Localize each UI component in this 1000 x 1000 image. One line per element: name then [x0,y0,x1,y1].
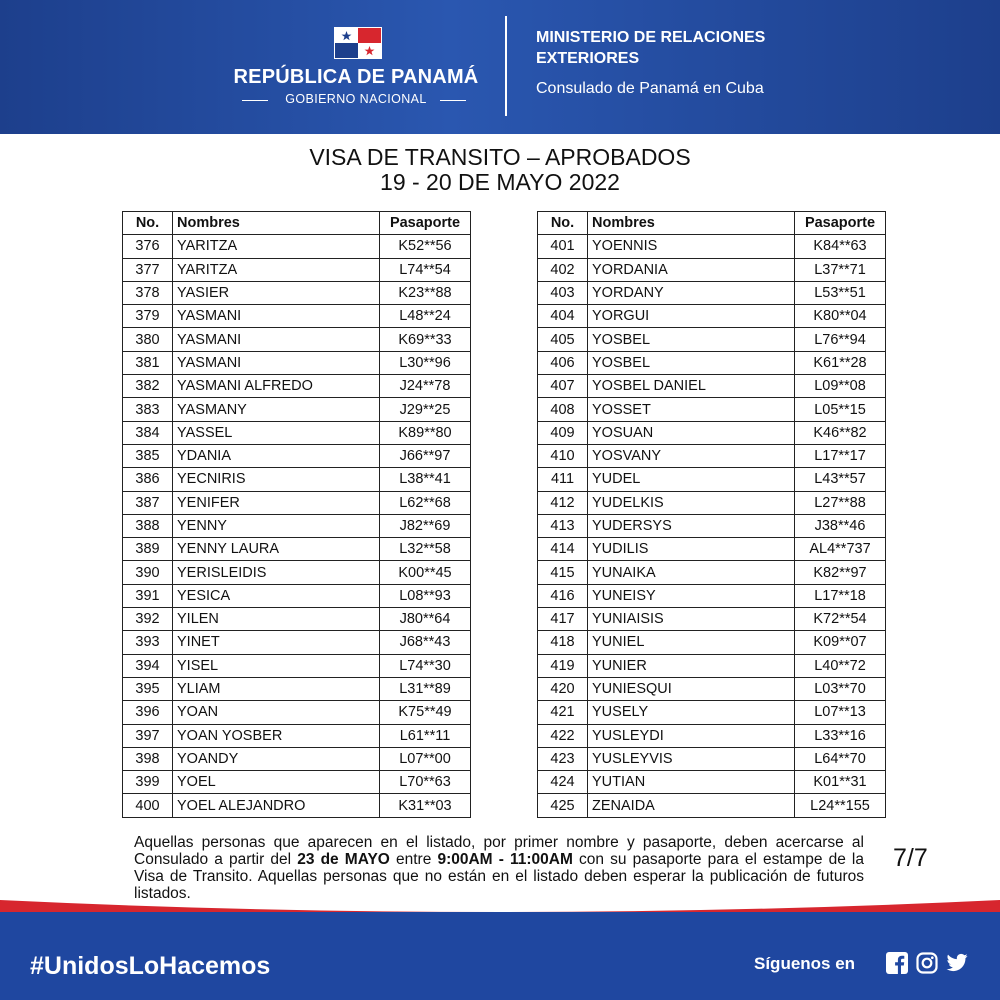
table-row [123,561,471,584]
table-body-left [123,235,471,817]
table-row [123,468,471,491]
cell-number: 384 [123,421,173,444]
table-row [538,281,886,304]
note-date: 23 de MAYO [297,851,390,868]
cell-number: 422 [538,724,588,747]
cell-passport: L61**11 [380,724,471,747]
cell-name: YOSBEL [588,328,795,351]
cell-passport: K69**33 [380,328,471,351]
cell-name: YUDELKIS [588,491,795,514]
cell-number: 376 [123,235,173,258]
col-header-name: Nombres [173,212,380,235]
cell-name: YUNEISY [588,584,795,607]
cell-name: YOSVANY [588,444,795,467]
cell-number: 413 [538,514,588,537]
cell-name: YENNY [173,514,380,537]
title-dates: 19 - 20 DE MAYO 2022 [380,169,620,195]
cell-name: YUNIEL [588,631,795,654]
table-row [123,351,471,374]
table-row [538,305,886,328]
cell-passport: L30**96 [380,351,471,374]
table-row [123,538,471,561]
cell-number: 377 [123,258,173,281]
cell-passport: L62**68 [380,491,471,514]
note-text: con su pasaporte para el estampe de la Visa de Transito. Aquellas personas que no están en el listado deben esperar la publicación de futuros listados. [134,851,864,902]
panama-flag-icon [334,27,382,59]
cell-passport: L31**89 [380,677,471,700]
cell-name: YORGUI [588,305,795,328]
social-icons [886,952,968,974]
cell-passport: L03**70 [795,677,886,700]
cell-name: YUSLEYDI [588,724,795,747]
table-row [123,584,471,607]
table-row [123,421,471,444]
table-row [123,747,471,770]
table-row [538,514,886,537]
cell-passport: J82**69 [380,514,471,537]
cell-name: YUTIAN [588,771,795,794]
cell-name: YUNIAISIS [588,608,795,631]
table-row [123,608,471,631]
cell-name: YECNIRIS [173,468,380,491]
cell-number: 416 [538,584,588,607]
cell-number: 381 [123,351,173,374]
cell-name: YASIER [173,281,380,304]
table-row [538,631,886,654]
cell-number: 417 [538,608,588,631]
table-row [538,235,886,258]
cell-name: YESICA [173,584,380,607]
cell-passport: K72**54 [795,608,886,631]
cell-passport: L64**70 [795,747,886,770]
cell-number: 378 [123,281,173,304]
cell-number: 411 [538,468,588,491]
table-row [123,375,471,398]
cell-number: 407 [538,375,588,398]
cell-passport: L74**30 [380,654,471,677]
note-text: Aquellas personas que aparecen en el listado, por primer nombre y pasaporte, deben acercarse al Consulado a partir del [134,834,864,868]
cell-passport: J24**78 [380,375,471,398]
cell-passport: J68**43 [380,631,471,654]
cell-passport: K82**97 [795,561,886,584]
ministry-name: MINISTERIO DE RELACIONES EXTERIORES [536,29,766,67]
cell-number: 392 [123,608,173,631]
table-row [123,654,471,677]
col-header-no: No. [123,212,173,235]
cell-passport: K23**88 [380,281,471,304]
table-row [538,258,886,281]
cell-number: 386 [123,468,173,491]
cell-name: YOSBEL [588,351,795,374]
table-row [123,305,471,328]
cell-name: YARITZA [173,235,380,258]
cell-number: 394 [123,654,173,677]
twitter-icon[interactable] [946,952,968,974]
cell-number: 393 [123,631,173,654]
table-row [538,538,886,561]
cell-name: YUSLEYVIS [588,747,795,770]
cell-passport: J66**97 [380,444,471,467]
cell-number: 425 [538,794,588,817]
cell-number: 396 [123,701,173,724]
cell-name: YOSUAN [588,421,795,444]
cell-name: YOENNIS [588,235,795,258]
cell-number: 424 [538,771,588,794]
cell-passport: J29**25 [380,398,471,421]
cell-name: YUDEL [588,468,795,491]
cell-number: 412 [538,491,588,514]
cell-name: YUNIESQUI [588,677,795,700]
cell-number: 414 [538,538,588,561]
cell-passport: K89**80 [380,421,471,444]
cell-name: YORDANIA [588,258,795,281]
table-row [538,747,886,770]
cell-passport: J80**64 [380,608,471,631]
cell-name: YENNY LAURA [173,538,380,561]
table-row [123,771,471,794]
col-header-passport: Pasaporte [380,212,471,235]
cell-passport: L17**18 [795,584,886,607]
cell-passport: L08**93 [380,584,471,607]
header-divider [505,16,507,116]
cell-number: 405 [538,328,588,351]
cell-number: 379 [123,305,173,328]
cell-number: 382 [123,375,173,398]
cell-number: 380 [123,328,173,351]
table-row [538,608,886,631]
cell-name: YUNIER [588,654,795,677]
cell-passport: L27**88 [795,491,886,514]
table-row [123,724,471,747]
cell-number: 383 [123,398,173,421]
cell-number: 387 [123,491,173,514]
cell-passport: AL4**737 [795,538,886,561]
cell-number: 389 [123,538,173,561]
cell-number: 408 [538,398,588,421]
cell-passport: K52**56 [380,235,471,258]
table-row [123,794,471,817]
cell-number: 418 [538,631,588,654]
page-indicator: 7/7 [893,844,928,872]
cell-name: YOAN [173,701,380,724]
follow-label: Síguenos en [754,954,856,973]
table-row [123,258,471,281]
table-row [123,701,471,724]
cell-name: YILEN [173,608,380,631]
cell-name: YARITZA [173,258,380,281]
table-row [538,421,886,444]
table-row [538,328,886,351]
cell-name: YERISLEIDIS [173,561,380,584]
cell-passport: L07**00 [380,747,471,770]
cell-name: YASMANI [173,305,380,328]
government-name: GOBIERNO NACIONAL [285,92,427,106]
cell-passport: K01**31 [795,771,886,794]
cell-number: 401 [538,235,588,258]
cell-number: 395 [123,677,173,700]
cell-name: YASSEL [173,421,380,444]
instructions-note [134,834,864,902]
cell-passport: L24**155 [795,794,886,817]
table-row [538,444,886,467]
cell-number: 385 [123,444,173,467]
table-row [538,584,886,607]
cell-passport: K75**49 [380,701,471,724]
table-row [538,561,886,584]
cell-number: 421 [538,701,588,724]
title-line: VISA DE TRANSITO – APROBADOS [309,144,691,170]
cell-name: YLIAM [173,677,380,700]
cell-number: 399 [123,771,173,794]
cell-name: ZENAIDA [588,794,795,817]
cell-name: YOSBEL DANIEL [588,375,795,398]
col-header-name: Nombres [588,212,795,235]
table-row [538,398,886,421]
cell-number: 415 [538,561,588,584]
cell-number: 410 [538,444,588,467]
cell-name: YINET [173,631,380,654]
cell-number: 420 [538,677,588,700]
cell-number: 404 [538,305,588,328]
table-row [123,281,471,304]
cell-number: 398 [123,747,173,770]
cell-name: YOANDY [173,747,380,770]
cell-name: YUDILIS [588,538,795,561]
col-header-no: No. [538,212,588,235]
cell-passport: L53**51 [795,281,886,304]
cell-name: YOEL [173,771,380,794]
note-hours: 9:00AM - 11:00AM [437,851,573,868]
cell-number: 419 [538,654,588,677]
cell-passport: K84**63 [795,235,886,258]
cell-passport: L05**15 [795,398,886,421]
cell-passport: L38**41 [380,468,471,491]
cell-passport: L74**54 [380,258,471,281]
table-row [538,677,886,700]
cell-number: 388 [123,514,173,537]
cell-number: 402 [538,258,588,281]
table-row [123,235,471,258]
cell-passport: K31**03 [380,794,471,817]
cell-name: YUNAIKA [588,561,795,584]
cell-passport: K46**82 [795,421,886,444]
cell-passport: K61**28 [795,351,886,374]
table-row [123,444,471,467]
cell-passport: L43**57 [795,468,886,491]
table-row [538,654,886,677]
cell-name: YOSSET [588,398,795,421]
cell-name: YENIFER [173,491,380,514]
cell-passport: L17**17 [795,444,886,467]
cell-number: 390 [123,561,173,584]
table-row [123,514,471,537]
cell-passport: L76**94 [795,328,886,351]
approved-table-left [122,211,471,818]
cell-passport: L70**63 [380,771,471,794]
cell-name: YORDANY [588,281,795,304]
table-header-row [538,212,886,235]
table-row [123,631,471,654]
cell-name: YOEL ALEJANDRO [173,794,380,817]
cell-passport: J38**46 [795,514,886,537]
cell-passport: K80**04 [795,305,886,328]
cell-name: YASMANY [173,398,380,421]
cell-number: 423 [538,747,588,770]
cell-number: 400 [123,794,173,817]
cell-name: YUDERSYS [588,514,795,537]
cell-passport: L09**08 [795,375,886,398]
table-row [123,491,471,514]
cell-passport: L40**72 [795,654,886,677]
table-row [538,351,886,374]
cell-name: YASMANI ALFREDO [173,375,380,398]
note-text: entre [389,851,438,868]
cell-number: 391 [123,584,173,607]
table-row [538,771,886,794]
cell-name: YASMANI [173,328,380,351]
table-row [538,375,886,398]
cell-number: 397 [123,724,173,747]
table-row [123,398,471,421]
table-row [538,724,886,747]
cell-number: 406 [538,351,588,374]
table-row [538,794,886,817]
cell-name: YOAN YOSBER [173,724,380,747]
table-body-right [538,235,886,817]
document-title [0,145,1000,195]
cell-name: YDANIA [173,444,380,467]
table-row [538,491,886,514]
table-row [538,701,886,724]
cell-passport: K00**45 [380,561,471,584]
cell-number: 409 [538,421,588,444]
cell-name: YASMANI [173,351,380,374]
instagram-icon[interactable] [916,952,938,974]
cell-name: YISEL [173,654,380,677]
table-row [538,468,886,491]
facebook-icon[interactable] [886,952,908,974]
approved-table-right [537,211,886,818]
table-header-row [123,212,471,235]
cell-passport: L48**24 [380,305,471,328]
header-banner [0,0,1000,134]
cell-passport: L32**58 [380,538,471,561]
country-name: REPÚBLICA DE PANAMÁ [233,66,479,88]
cell-passport: L07**13 [795,701,886,724]
col-header-passport: Pasaporte [795,212,886,235]
consulate-name: Consulado de Panamá en Cuba [536,80,764,97]
cell-passport: L37**71 [795,258,886,281]
cell-number: 403 [538,281,588,304]
hashtag: #UnidosLoHacemos [30,952,271,980]
table-row [123,677,471,700]
cell-name: YUSELY [588,701,795,724]
table-row [123,328,471,351]
decorative-line [440,100,466,101]
cell-passport: L33**16 [795,724,886,747]
cell-passport: K09**07 [795,631,886,654]
